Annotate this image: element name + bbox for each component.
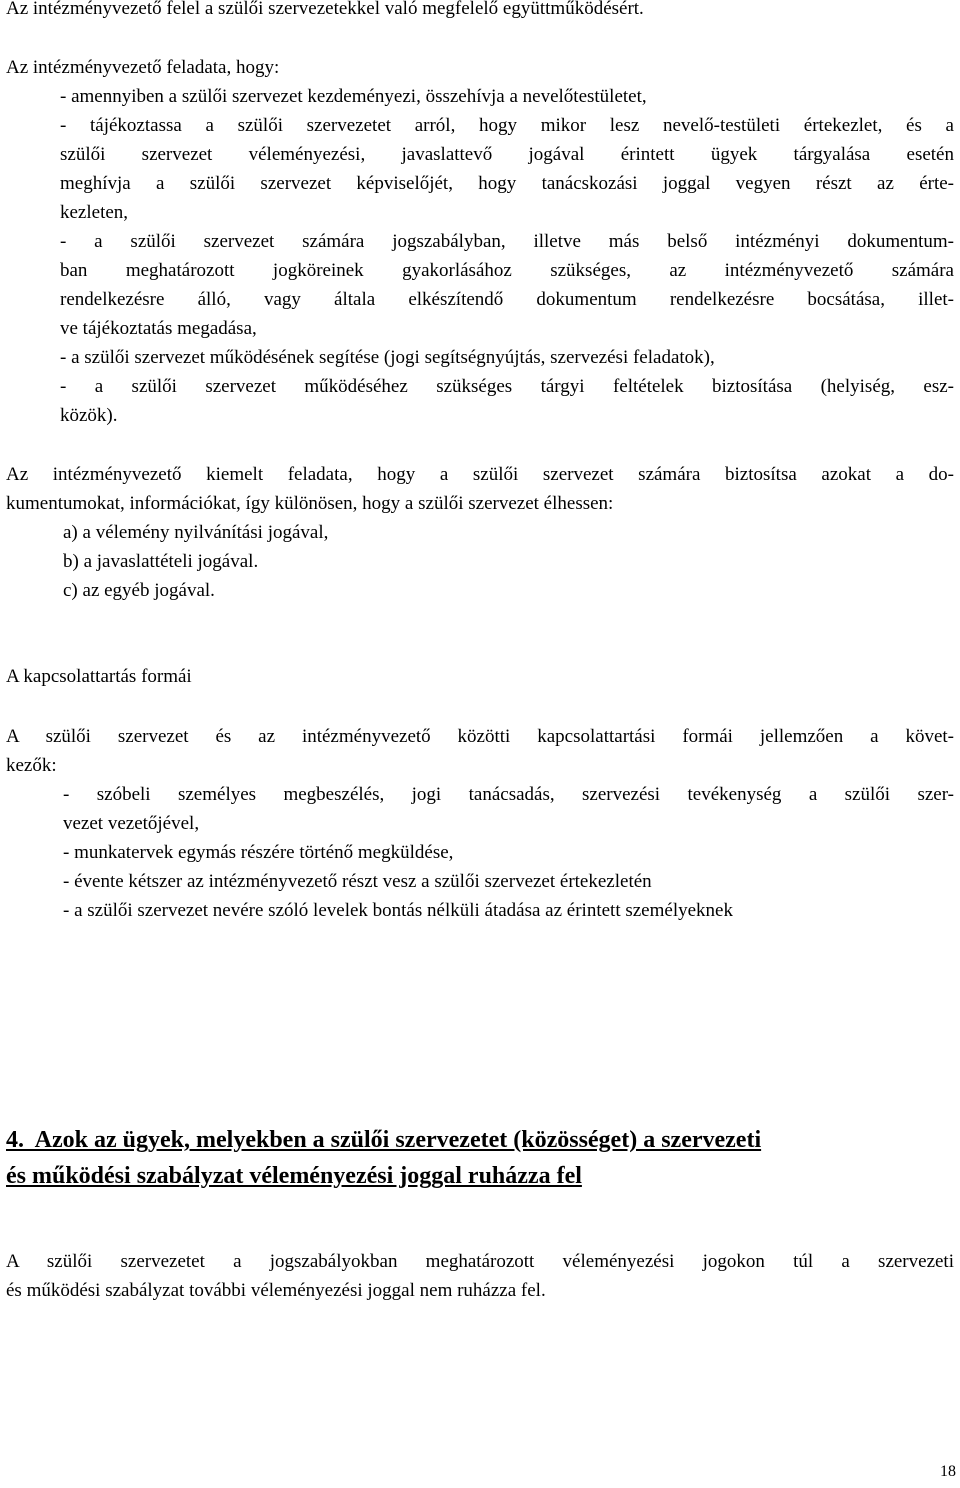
duties-line: ve tájékoztatás megadása, xyxy=(60,318,257,339)
duties-line: ban meghatározott jogköreinek gyakorlásához szükséges, az intézményvezető számára xyxy=(60,260,954,281)
contact-title: A kapcsolattartás formái xyxy=(6,666,192,687)
section-4-body-line: és működési szabályzat további véleményezési joggal nem ruházza fel. xyxy=(6,1280,546,1301)
duties-line: - amennyiben a szülői szervezet kezdeményezi, összehívja a nevelőtestületet, xyxy=(60,86,647,107)
duties-line: rendelkezésre álló, vagy általa elkészítendő dokumentum rendelkezésre bocsátása, illet- xyxy=(60,289,954,310)
duties-line: kezleten, xyxy=(60,202,129,223)
section-4-heading-line: 4. Azok az ügyek, melyekben a szülői szervezetet (közösséget) a szervezeti xyxy=(6,1127,762,1153)
duties-list xyxy=(60,82,954,430)
contact-item: - szóbeli személyes megbeszélés, jogi tanácsadás, szervezési tevékenység a szülői szer- xyxy=(63,784,954,805)
duties-line: közök). xyxy=(60,405,118,426)
rights-item: c) az egyéb jogával. xyxy=(63,580,215,601)
contact-line: kezők: xyxy=(6,755,57,776)
page-number: 18 xyxy=(940,1463,956,1480)
contact-item: vezet vezetőjével, xyxy=(63,813,200,834)
duties-line: szülői szervezet véleményezési, javaslattevő jogával érintett ügyek tárgyalása esetén xyxy=(60,144,954,165)
rights-line: kumentumokat, információkat, így különösen, hogy a szülői szervezet élhessen: xyxy=(6,493,614,514)
rights-list xyxy=(63,518,954,605)
rights-item: b) a javaslattételi jogával. xyxy=(63,551,259,572)
rights-item: a) a vélemény nyilvánítási jogával, xyxy=(63,522,329,543)
section-4-body-line: A szülői szervezetet a jogszabályokban meghatározott véleményezési jogokon túl a szervezeti xyxy=(6,1251,954,1272)
section-4-heading xyxy=(6,1122,954,1194)
duties-line: meghívja a szülői szervezet képviselőjét, hogy tanácskozási joggal vegyen részt az érte- xyxy=(60,173,954,194)
duties-title: Az intézményvezető feladata, hogy: xyxy=(6,57,280,78)
duties-line: - a szülői szervezet működésének segítése (jogi segítségnyújtás, szervezési feladatok), xyxy=(60,347,715,368)
duties-line: - tájékoztassa a szülői szervezetet arról, hogy mikor lesz nevelő-testületi értekezlet, és a xyxy=(60,115,954,136)
duties-section xyxy=(6,53,954,430)
rights-line: Az intézményvezető kiemelt feladata, hogy a szülői szervezet számára biztosítsa azokat a do- xyxy=(6,464,954,485)
intro-line: Az intézményvezető felel a szülői szervezetekkel való megfelelő együttműködésért. xyxy=(6,0,644,19)
section-4-heading-line: és működési szabályzat véleményezési joggal ruházza fel xyxy=(6,1163,582,1189)
rights-section xyxy=(6,460,954,605)
contact-item: - a szülői szervezet nevére szóló levelek bontás nélküli átadása az érintett személyeknek xyxy=(63,900,733,921)
intro-paragraph xyxy=(6,0,906,23)
contact-line: A szülői szervezet és az intézményvezető közötti kapcsolattartási formái jellemzően a követ- xyxy=(6,726,954,747)
duties-line: - a szülői szervezet működéséhez szükséges tárgyi feltételek biztosítása (helyiség, esz- xyxy=(60,376,954,397)
contact-item: - munkatervek egymás részére történő megküldése, xyxy=(63,842,454,863)
duties-line: - a szülői szervezet számára jogszabályban, illetve más belső intézményi dokumentum- xyxy=(60,231,954,252)
contact-section xyxy=(6,722,954,925)
contact-list xyxy=(63,780,954,925)
contact-title-block xyxy=(6,662,906,691)
section-4-body xyxy=(6,1247,954,1305)
contact-item: - évente kétszer az intézményvezető részt vesz a szülői szervezet értekezletén xyxy=(63,871,652,892)
